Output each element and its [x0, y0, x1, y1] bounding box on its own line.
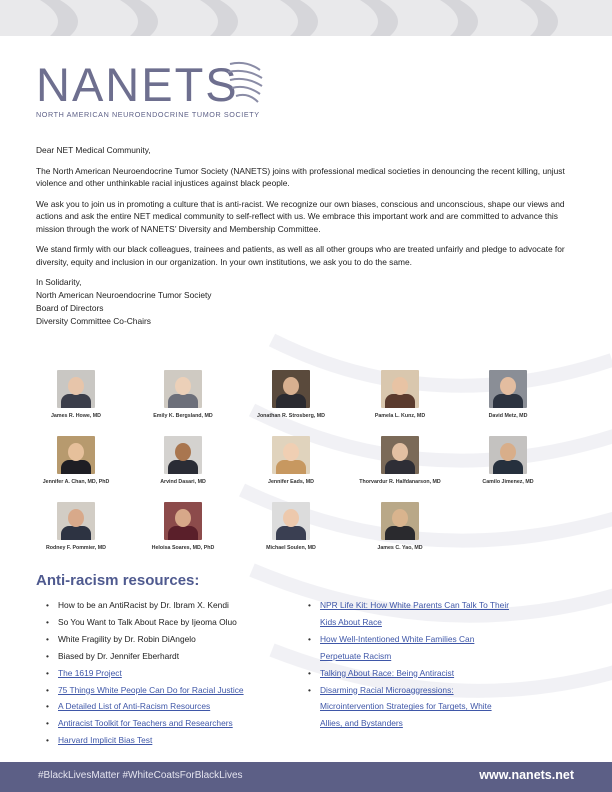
- resource-item[interactable]: [306, 665, 576, 682]
- footer-bar: [0, 762, 612, 792]
- leader-name: Rodney F. Pommier, MD: [45, 545, 107, 551]
- leader-name: Thorvardur R. Halfdanarson, MD: [359, 479, 441, 485]
- leader-card: [452, 436, 564, 485]
- resource-link[interactable]: 75 Things White People Can Do for Racial Justice: [58, 684, 244, 695]
- headshot-photo: [381, 436, 419, 474]
- leader-name: Arvind Dasari, MD: [160, 479, 206, 485]
- leader-name: Camilo Jimenez, MD: [482, 479, 534, 485]
- resource-link[interactable]: Talking About Race: Being Antiracist: [320, 667, 455, 678]
- resource-item: • Biased by Dr. Jennifer Eberhardt: [44, 648, 314, 665]
- letter-body: [36, 144, 576, 328]
- leader-name: Pamela L. Kunz, MD: [374, 413, 426, 419]
- leader-card: [127, 436, 239, 485]
- signature-block: [36, 276, 576, 328]
- resource-link[interactable]: Perpetuate Racism: [320, 650, 392, 661]
- leader-card: [20, 502, 132, 551]
- headshot-photo: [381, 370, 419, 408]
- resource-link[interactable]: Kids About Race: [320, 616, 382, 627]
- signature-line: Board of Directors: [36, 303, 104, 313]
- headshot-photo: [272, 436, 310, 474]
- leader-card: [344, 436, 456, 485]
- headshot-photo: [489, 436, 527, 474]
- leader-card: [127, 370, 239, 419]
- leader-card: [344, 502, 456, 551]
- resource-item[interactable]: [44, 665, 314, 682]
- resource-link[interactable]: Microintervention Strategies for Targets, White: [320, 701, 492, 712]
- resource-link[interactable]: Harvard Implicit Bias Test: [58, 735, 153, 746]
- leader-card: [235, 370, 347, 419]
- headshot-photo: [164, 502, 202, 540]
- headshot-photo: [57, 502, 95, 540]
- headshot-photo: [272, 370, 310, 408]
- top-banner: [0, 0, 612, 36]
- resource-link[interactable]: The 1619 Project: [58, 667, 122, 678]
- resource-link[interactable]: Disarming Racial Microaggressions:: [320, 684, 454, 695]
- logo-wordmark: NANETS: [36, 58, 239, 111]
- leader-name: Michael Soulen, MD: [266, 545, 316, 551]
- leader-name: Jennifer Eads, MD: [268, 479, 314, 485]
- leader-card: [127, 502, 239, 551]
- headshot-photo: [57, 436, 95, 474]
- leader-card: [20, 370, 132, 419]
- resource-item: • So You Want to Talk About Race by Ijeoma Oluo: [44, 614, 314, 631]
- leader-name: Heloisa Soares, MD, PhD: [151, 545, 215, 551]
- resource-link[interactable]: A Detailed List of Anti-Racism Resources: [58, 701, 211, 712]
- leader-name: David Metz, MD: [488, 413, 528, 419]
- headshot-photo: [272, 502, 310, 540]
- nanets-logo: [36, 58, 260, 119]
- resource-item[interactable]: [44, 682, 314, 699]
- signature-line: North American Neuroendocrine Tumor Society: [36, 290, 212, 300]
- closing: In Solidarity,: [36, 277, 82, 287]
- headshot-photo: [489, 370, 527, 408]
- headshot-photo: [164, 436, 202, 474]
- resources-left-column: [44, 597, 314, 749]
- resource-item[interactable]: [306, 682, 576, 733]
- leader-name: James R. Howe, MD: [50, 413, 102, 419]
- zebra-logo-icon: [226, 58, 266, 106]
- letter-paragraph: The North American Neuroendocrine Tumor Society (NANETS) joins with professional medical societies in denouncing the recent killing, unjust violence and other unthinkable racial injustices against black people.: [36, 165, 565, 188]
- resource-item: • White Fragility by Dr. Robin DiAngelo: [44, 631, 314, 648]
- resource-item[interactable]: [44, 715, 314, 732]
- headshot-photo: [381, 502, 419, 540]
- resource-link[interactable]: How Well-Intentioned White Families Can: [320, 633, 475, 644]
- resources-right-column: [306, 597, 576, 732]
- resources-title: Anti-racism resources:: [36, 572, 200, 589]
- letter-paragraph: We stand firmly with our black colleagues, trainees and patients, as well as all other groups who are treated unfairly and pledge to advocate for diversity, equity and inclusion in our organization. In your own institutions, we ask you to do the same.: [36, 244, 565, 267]
- resource-item: • How to be an AntiRacist by Dr. Ibram X. Kendi: [44, 597, 314, 614]
- leader-card: [344, 370, 456, 419]
- footer-hashtags: #BlackLivesMatter #WhiteCoatsForBlackLives: [38, 770, 243, 781]
- leader-name: James C. Yao, MD: [377, 545, 423, 551]
- resource-item[interactable]: [44, 732, 314, 749]
- resource-link[interactable]: Antiracist Toolkit for Teachers and Researchers: [58, 718, 233, 729]
- leader-card: [235, 436, 347, 485]
- signature-line: Diversity Committee Co-Chairs: [36, 316, 151, 326]
- leader-card: [20, 436, 132, 485]
- resource-link[interactable]: NPR Life Kit: How White Parents Can Talk To Their: [320, 600, 509, 610]
- leader-name: Emily K. Bergsland, MD: [153, 413, 213, 419]
- leader-name: Jonathan R. Strosberg, MD: [257, 413, 325, 419]
- headshot-photo: [57, 370, 95, 408]
- resource-item[interactable]: [306, 631, 576, 665]
- resource-item[interactable]: [44, 698, 314, 715]
- logo-subtitle: NORTH AMERICAN NEUROENDOCRINE TUMOR SOCIETY: [36, 110, 260, 119]
- leader-card: [235, 502, 347, 551]
- leader-name: Jennifer A. Chan, MD, PhD: [42, 479, 110, 485]
- resource-item[interactable]: [306, 597, 576, 631]
- website-link[interactable]: www.nanets.net: [479, 768, 574, 782]
- headshot-photo: [164, 370, 202, 408]
- leader-card: [452, 370, 564, 419]
- resource-link[interactable]: Allies, and Bystanders: [320, 718, 403, 729]
- letter-paragraph: We ask you to join us in promoting a culture that is anti-racist. We recognize our own biases, conscious and unconscious, shape our views and actions and ask the entire NET medical community to self-reflect with us. We embrace this important work and are committed to advance this mission through the work of NANETS’ Diversity and Membership Committee.: [36, 198, 565, 234]
- salutation: Dear NET Medical Community,: [36, 145, 151, 155]
- zebra-stripes-pattern: [0, 0, 612, 36]
